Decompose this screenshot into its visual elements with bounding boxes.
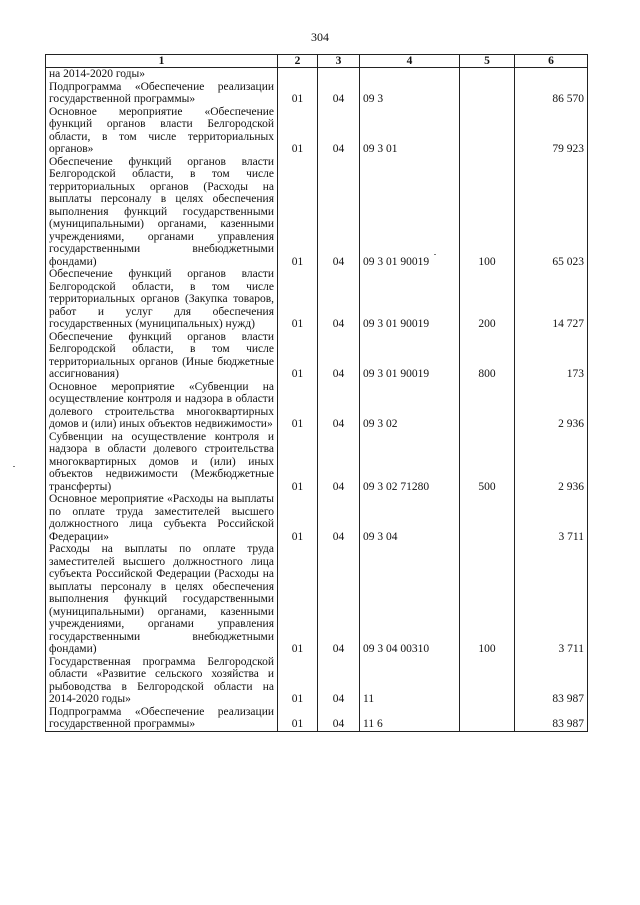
row-name-cell: Государственная программа Белгородской области «Развитие сельского хозяйства и рыбоводства в Белгородской области на 2014-2020 годы»: [46, 656, 278, 706]
row-cell-c5: [460, 656, 515, 706]
row-cell-c5: 100: [460, 156, 515, 269]
table-row: [46, 81, 588, 106]
page-number: 304: [311, 30, 329, 44]
row-cell-c2: 01: [278, 381, 318, 431]
row-name-cell: Субвенции на осуществление контроля и надзора в области долевого строительства многоквартирных домов и (или) иных объектов недвижимости (Межбюджетные трансферты): [46, 431, 278, 494]
table-row: [46, 706, 588, 732]
table-header: [46, 55, 588, 68]
row-name-cell: на 2014-2020 годы»: [46, 68, 278, 81]
row-cell-c2: 01: [278, 493, 318, 543]
row-cell-c3: 04: [318, 493, 360, 543]
row-cell-c2: 01: [278, 543, 318, 656]
row-name-cell: Обеспечение функций органов власти Белгородской области, в том числе территориальных органов (Расходы на выплаты персоналу в целях обеспечения выполнения функций государственными (муниципальными) органами, казенными учреждениями, органами управления государственными внебюджетными фондами): [46, 156, 278, 269]
row-cell-c6: 2 936: [515, 381, 588, 431]
row-cell-c6: 2 936: [515, 431, 588, 494]
row-cell-c4: 09 3 02 71280: [360, 431, 460, 494]
row-cell-c5: 200: [460, 268, 515, 331]
row-cell-c2: 01: [278, 431, 318, 494]
header-row: [46, 55, 588, 68]
table-body: [46, 68, 588, 732]
row-cell-c3: [318, 68, 360, 81]
row-cell-c5: [460, 81, 515, 106]
row-cell-c2: 01: [278, 656, 318, 706]
row-name-cell: Расходы на выплаты по оплате труда заместителей высшего должностного лица субъекта Российской Федерации (Расходы на выплаты персоналу в целях обеспечения выполнения функций государственными (муниципальными) органами, казенными учреждениями, органами управления государственными внебюджетными фондами): [46, 543, 278, 656]
row-cell-c4: 09 3 01 90019: [360, 268, 460, 331]
row-cell-c5: 800: [460, 331, 515, 381]
row-cell-c4: 09 3 01 90019: [360, 331, 460, 381]
table-row: [46, 268, 588, 331]
table-row: [46, 331, 588, 381]
table-row: [46, 493, 588, 543]
row-cell-c4: 09 3: [360, 81, 460, 106]
row-cell-c6: 79 923: [515, 106, 588, 156]
row-cell-c4: [360, 68, 460, 81]
row-cell-c3: 04: [318, 156, 360, 269]
row-name-cell: Обеспечение функций органов власти Белгородской области, в том числе территориальных органов (Закупка товаров, работ и услуг для обеспечения государственных (муниципальных) нужд): [46, 268, 278, 331]
row-name-cell: Обеспечение функций органов власти Белгородской области, в том числе территориальных органов (Иные бюджетные ассигнования): [46, 331, 278, 381]
row-cell-c3: 04: [318, 81, 360, 106]
budget-table: [45, 54, 588, 732]
row-cell-c3: 04: [318, 543, 360, 656]
row-cell-c3: 04: [318, 431, 360, 494]
row-cell-c3: 04: [318, 381, 360, 431]
row-cell-c2: 01: [278, 706, 318, 732]
row-cell-c6: 14 727: [515, 268, 588, 331]
margin-tick: [434, 254, 436, 255]
row-cell-c6: 83 987: [515, 656, 588, 706]
row-cell-c2: [278, 68, 318, 81]
table-row: [46, 543, 588, 656]
row-cell-c6: 3 711: [515, 493, 588, 543]
row-cell-c6: 86 570: [515, 81, 588, 106]
row-cell-c4: 09 3 01: [360, 106, 460, 156]
row-cell-c4: 09 3 04: [360, 493, 460, 543]
column-header-3: 3: [318, 55, 360, 68]
row-cell-c6: [515, 68, 588, 81]
column-header-6: 6: [515, 55, 588, 68]
row-cell-c4: 11: [360, 656, 460, 706]
row-cell-c5: 100: [460, 543, 515, 656]
row-cell-c6: 173: [515, 331, 588, 381]
row-cell-c3: 04: [318, 106, 360, 156]
row-cell-c4: 09 3 04 00310: [360, 543, 460, 656]
row-cell-c2: 01: [278, 268, 318, 331]
row-cell-c6: 83 987: [515, 706, 588, 732]
column-header-1: 1: [46, 55, 278, 68]
row-name-cell: Основное мероприятие «Расходы на выплаты по оплате труда заместителей высшего должностного лица субъекта Российской Федерации»: [46, 493, 278, 543]
row-cell-c3: 04: [318, 331, 360, 381]
row-cell-c4: 11 6: [360, 706, 460, 732]
table-row: [46, 106, 588, 156]
row-cell-c6: 65 023: [515, 156, 588, 269]
column-header-4: 4: [360, 55, 460, 68]
row-cell-c5: [460, 381, 515, 431]
row-cell-c2: 01: [278, 81, 318, 106]
row-name-cell: Подпрограмма «Обеспечение реализации государственной программы»: [46, 706, 278, 732]
row-cell-c2: 01: [278, 331, 318, 381]
row-cell-c5: 500: [460, 431, 515, 494]
row-cell-c5: [460, 68, 515, 81]
row-cell-c2: 01: [278, 106, 318, 156]
table-row: [46, 68, 588, 81]
row-cell-c3: 04: [318, 268, 360, 331]
row-cell-c5: [460, 106, 515, 156]
row-cell-c4: 09 3 02: [360, 381, 460, 431]
table-row: [46, 656, 588, 706]
row-name-cell: Основное мероприятие «Обеспечение функций органов власти Белгородской области, в том числе территориальных органов»: [46, 106, 278, 156]
table-row: [46, 381, 588, 431]
table-row: [46, 431, 588, 494]
column-header-2: 2: [278, 55, 318, 68]
row-cell-c5: [460, 493, 515, 543]
row-cell-c2: 01: [278, 156, 318, 269]
row-cell-c5: [460, 706, 515, 732]
row-cell-c3: 04: [318, 706, 360, 732]
row-cell-c4: 09 3 01 90019: [360, 156, 460, 269]
margin-tick: [13, 466, 15, 467]
row-cell-c3: 04: [318, 656, 360, 706]
column-header-5: 5: [460, 55, 515, 68]
row-name-cell: Основное мероприятие «Субвенции на осуществление контроля и надзора в области долевого строительства многоквартирных домов и (или) иных объектов недвижимости»: [46, 381, 278, 431]
row-cell-c6: 3 711: [515, 543, 588, 656]
table-row: [46, 156, 588, 269]
row-name-cell: Подпрограмма «Обеспечение реализации государственной программы»: [46, 81, 278, 106]
